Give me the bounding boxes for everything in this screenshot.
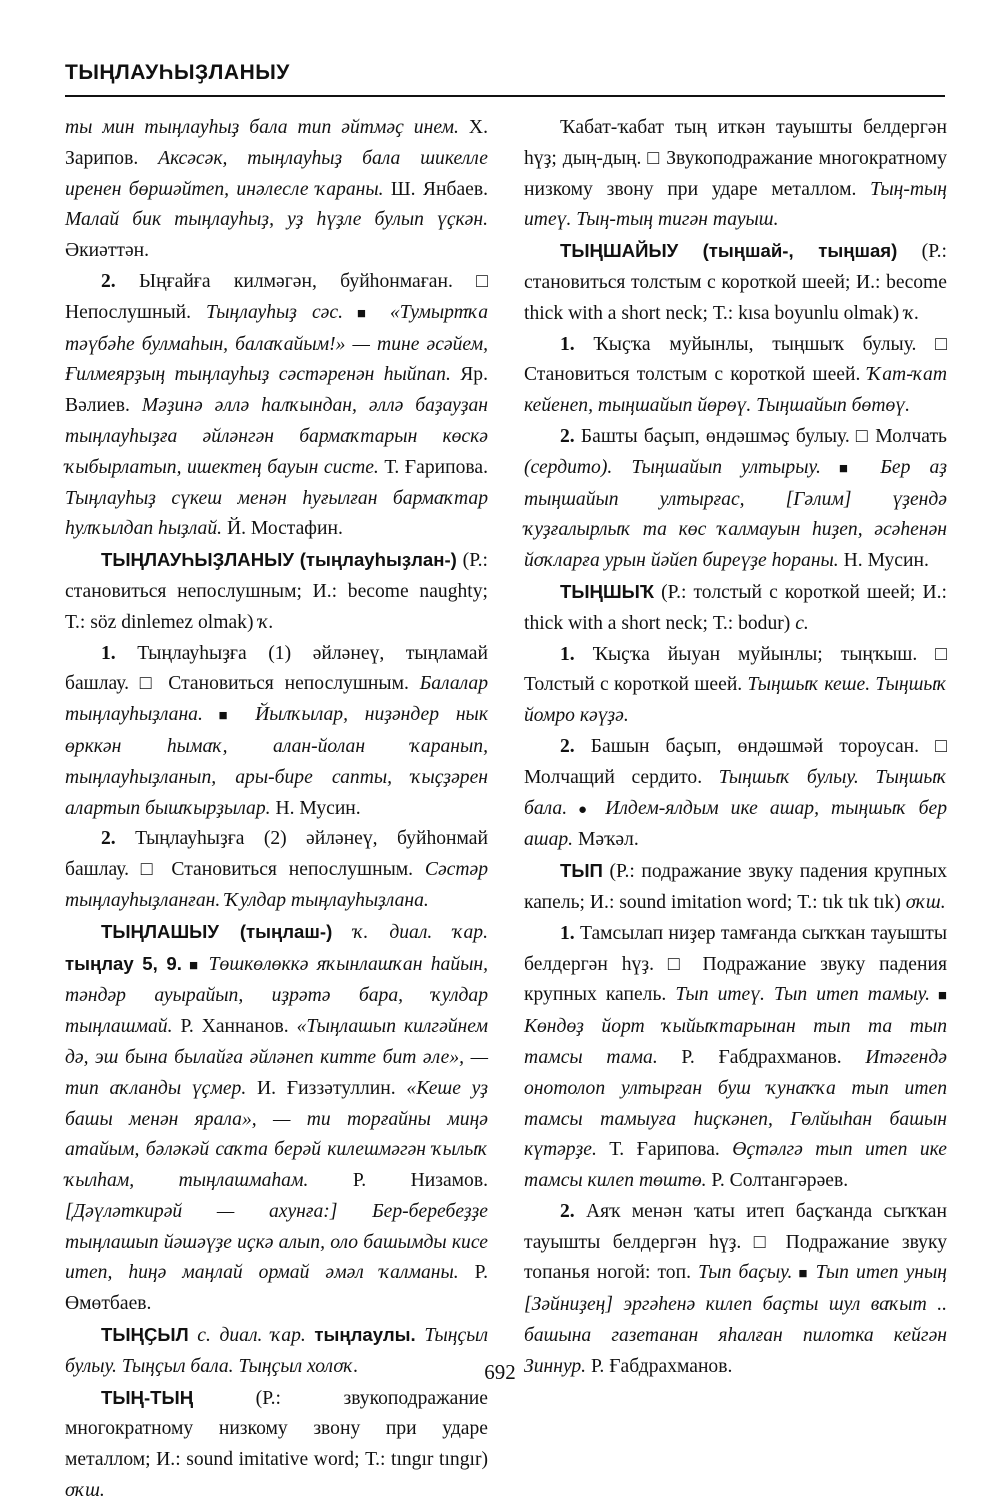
definition-text: (Р.: звукоподражание многократному низкому звону при ударе металлом; И.: sound imitative word; Т.: tıngır tıngır) — [65, 1387, 488, 1471]
definition-text: Башын баҫып, өндәшмәй тороусан. □ Молчащий сердито. — [524, 735, 947, 788]
definition-text: (Р.: подражание звуку падения крупных капель; И.: sound imitation word; Т.: tık tık tık) — [524, 861, 947, 913]
sense-number: 2. — [560, 735, 575, 757]
example-text: ҡ. — [904, 302, 920, 324]
example-text: Тып баҫыу. — [698, 1262, 793, 1284]
marker: ■ — [181, 957, 209, 974]
definition-text: Тыңлауһыҙға (2) әйләнеү, буйһонмай башлау. □ Становиться непослушным. — [65, 828, 488, 881]
example-text: Тып итеп уның [Зәйниҙең] эргәһенә килеп баҫты шул ваҡыт .. башына газетанан яһалған пилотка кейгән Зиннур. — [524, 1262, 947, 1377]
example-text: с. — [795, 612, 809, 634]
headword: ТЫҢҪЫЛ — [101, 1324, 189, 1346]
marker: ■ — [792, 1266, 816, 1283]
sense-number: 1. — [560, 922, 575, 944]
definition-text: Р. Ханнанов. — [172, 1016, 297, 1038]
definition-text: Әкиәттән. — [65, 240, 150, 262]
sense-number: 1. — [560, 643, 575, 665]
sense-number: 2. — [101, 828, 116, 850]
example-text: [Дәүләткирәй — ахунға:] Бер-беребеҙҙе тыңлашып йәшәүҙе иҫкә алып, оло башымды кисе итеп, һиңә маңлай ормай әмәл ҡалманы. — [65, 1200, 488, 1284]
entry-paragraph — [524, 422, 947, 577]
definition-text: Р. Өмөтбаев. — [65, 1262, 488, 1315]
headword: ТЫҢЛАШЫУ — [101, 920, 219, 942]
left-column — [65, 113, 488, 1507]
definition-text: Ыңғайға килмәгән, буйһонмаған. □ Непослушный. — [65, 270, 488, 323]
definition-text: Ҡабат-ҡабат тың иткән тауышты белдергән һүҙ; дың-дың. □ Звукоподражание многократному низкому звону при ударе металлом. — [524, 117, 947, 200]
entry-paragraph — [65, 1383, 488, 1507]
example-text: Тыңҫыл булыу. Тыңҫыл бала. Тыңҫыл холоҡ. — [65, 1325, 489, 1377]
entry-paragraph — [524, 330, 947, 422]
definition-text: Ҡыҫҡа муйынлы, тыңшыҡ булыу. □ Становиться толстым с короткой шеей. — [524, 333, 947, 386]
example-text: Балалар тыңлауһыҙлана. — [65, 673, 488, 726]
sense-number: 1. — [101, 642, 116, 664]
headword: тыңлаулы. — [314, 1324, 416, 1346]
definition-text: Й. Мостафин. — [222, 518, 343, 540]
entry-paragraph — [524, 856, 947, 919]
definition-text: Тамсылап ниҙер тамғанда сыҡҡан тауышты белдергән һүҙ. □ Подражание звуку падения крупных капель. — [524, 922, 947, 1006]
definition-text — [219, 922, 240, 943]
entry-paragraph — [65, 267, 488, 545]
example-text: (сердито). Тыңшайып ултырыу. — [524, 456, 821, 478]
example-text: ты мин тыңлауһыҙ бала тип әйтмәҫ инем. — [65, 117, 459, 138]
example-text: ҡ. диал. ҡар. — [353, 921, 488, 943]
example-text: «Тыңлашып килгәйнем дә, эш бына былайға әйләнеп китте бит әле», — тип аҡланды үҫмер. — [65, 1016, 488, 1099]
header-rule — [65, 95, 945, 97]
example-text: Тың-тың итеү. Тың-тың тигән тауыш. — [524, 178, 947, 231]
definition-text: Аяҡ менән ҡаты итеп баҫҡанда сыҡҡан тауышты белдергән һүҙ. □ Подражание звуку топанья ногой: топ. — [524, 1200, 947, 1284]
definition-text: (Р.: становиться толстым с короткой шеей; И.: become thick with a short neck; Т.: kısa boyunlu olmak) — [524, 241, 947, 324]
example-text: Йылҡылар, ниҙәндер нык өрккән һымаҡ, алан-йолан ҡаранып, тыңлауһыҙланып, ары-бире сапты, ҡыҫҙәрен алартып бышҡырҙылар. — [65, 704, 488, 819]
definition-text: Н. Мусин. — [270, 797, 361, 819]
definition-text: (Р.: толстый с короткой шеей; И.: thick with a short neck; Т.: bodur) — [524, 581, 947, 634]
example-text: Илдем-ялдым ике ашар, тыңшыҡ бер ашар. — [524, 797, 948, 851]
example-text: Мәҙинә әллә һалҡындан, әллә баҙауҙан тыңлауһыҙға әйләнгән бармаҡтарын көскә ҡыбырлатып, ишектең бауын систе. — [65, 395, 488, 478]
marker: ■ — [930, 988, 947, 1005]
headword: ТЫҢШЫҠ — [560, 580, 655, 602]
example-text: Өҫтәлгә тып итеп ике тамсы килеп төштө. — [524, 1139, 947, 1192]
example-text: «Кеше уҙ башы менән ярала», — ти торғайны миңә атайым, бәләкәй саҡта берәй килешмәгән ҡылыҡ ҡылһам, тыңлашмаһам. — [65, 1077, 488, 1192]
definition-text: Х. Зарипов. — [65, 117, 488, 169]
definition-text: Р. Низамов. — [308, 1170, 489, 1192]
sense-number: 2. — [101, 270, 116, 292]
entry-paragraph — [524, 1197, 947, 1383]
headword: (тыңшай-, тыңшая) — [702, 240, 898, 262]
definition-text: Р. Ғабдрахманов. — [586, 1355, 733, 1377]
definition-text: Башты баҫып, өндәшмәҫ булыу. □ Молчать — [574, 425, 947, 447]
definition-text: Н. Мусин. — [838, 550, 929, 572]
entry-paragraph — [524, 577, 947, 640]
marker: ■ — [202, 708, 256, 725]
marker: ■ — [342, 305, 390, 322]
headword: ТЫҢЛАУҺЫҘЛАНЫУ — [101, 549, 294, 571]
definition-text — [332, 922, 353, 943]
example-text: Көндөҙ йорт ҡыйыҡтарынан тып та тып тамсы тама. — [524, 1016, 947, 1068]
entry-paragraph — [524, 236, 947, 329]
headword: ТЫҢ-ТЫҢ — [101, 1386, 194, 1408]
example-text: Малай бик тыңлауһыҙ, уҙ һүҙле булып үҫкән. — [65, 209, 488, 231]
entry-paragraph — [524, 732, 947, 856]
headword: ТЫП — [560, 860, 603, 882]
entry-paragraph — [65, 917, 488, 1320]
definition-text: Ҡыҫҡа йыуан муйынлы; тыңҡыш. □ Толстый с короткой шеей. — [524, 643, 947, 696]
definition-text: Р. Солтангәрәев. — [706, 1170, 849, 1192]
example-text: Аксәсәк, тыңлауһыҙ бала шикелле иренен бөршәйтеп, инәлесле ҡараны. — [65, 147, 488, 200]
definition-text: Мәҡәл. — [573, 829, 639, 851]
headword: тыңлау 5, 9. — [65, 952, 182, 974]
sense-number: 1. — [560, 333, 575, 355]
entry-paragraph — [524, 113, 947, 236]
example-text: Сәстәр тыңлауһыҙланған. Ҡулдар тыңлауһыҙлана. — [65, 859, 488, 911]
right-column — [524, 113, 947, 1383]
definition-text: (Р.: становиться непослушным; И.: become naughty; Т.: söz dinlemez olmak) — [65, 550, 488, 633]
headword: ТЫҢШАЙЫУ — [560, 240, 679, 262]
headword: (тыңлаш-) — [239, 920, 333, 942]
entry-paragraph — [65, 824, 488, 916]
definition-text: Р. Ғабдрахманов. — [657, 1046, 866, 1068]
definition-text — [189, 1325, 198, 1346]
definition-text — [678, 241, 702, 262]
sense-number: 2. — [560, 1200, 575, 1222]
example-text: Ҡат-ҡат кейенеп, тыңшайып йөрөү. Тыңшайып бөтөү. — [524, 364, 947, 417]
headword: (тыңлауһыҙлан-) — [299, 549, 457, 571]
example-text: Тыңлауһыҙ сүкеш менән һуғылған бармаҡтар һулҡылдап һыҙлай. — [65, 487, 488, 540]
example-text: Тып итеү. Тып итеп тамыу. — [675, 984, 931, 1006]
sense-number: 2. — [560, 425, 575, 447]
example-text: Бер аҙ тыңшайып ултырғас, [Гәлим] үҙендә ҡуҙғалырлыҡ та көс ҡалмауын һиҙеп, әсәһенән йоҡларға урын йәйеп биреүҙе һораны. — [524, 456, 947, 572]
example-text: Тыңшыҡ булыу. Тыңшыҡ бала. — [524, 766, 947, 819]
entry-paragraph — [524, 640, 947, 732]
definition-text: Ш. Янбаев. — [383, 178, 488, 200]
definition-text: Т. Ғарипова. — [596, 1139, 733, 1161]
example-text: Тыңлауһыҙ сәс. — [206, 301, 343, 323]
example-text: оҡш. — [65, 1480, 105, 1502]
definition-text: Тыңлауһыҙға (1) әйләнеү, тыңламай башлау. □ Становиться непослушным. — [65, 642, 488, 695]
entry-paragraph — [524, 919, 947, 1197]
page-header-title: ТЫҢЛАУҺЫҘЛАНЫУ — [65, 61, 290, 84]
marker: ● — [567, 801, 606, 818]
example-text: «Тумыртҡа тәүбәһе булмаһын, балаҡайым!» — тине әсәйем, Ғилмеярҙың тыңлауһыҙ сәстәренән һыйпап. — [65, 301, 488, 386]
example-text: Итәгендә онотолоп ултырған буш ҡунаҡҡа тып итеп тамсы тамыуға һиҫкәнеп, Гөлйыһан башын күтәрҙе. — [524, 1046, 947, 1161]
page-number: 692 — [484, 1360, 516, 1384]
definition-text: И. Ғиззәтуллин. — [246, 1077, 407, 1099]
entry-paragraph — [65, 639, 488, 825]
example-text: ҡ. — [258, 611, 274, 633]
marker: ■ — [820, 460, 881, 477]
entry-paragraph — [65, 113, 488, 267]
example-text: оҡш. — [905, 891, 946, 913]
example-text: с. диал. ҡар. — [197, 1325, 306, 1347]
definition-text: Яр. Вәлиев. — [65, 364, 488, 417]
example-text: Төшкөлөккә яҡынлашҡан һайын, тәндәр ауырайып, иҙрәтә бара, ҡулдар тыңлашмай. — [65, 953, 489, 1038]
definition-text: Т. Ғарипова. — [378, 456, 488, 478]
entry-paragraph — [65, 545, 488, 638]
example-text: Тыңшыҡ кеше. Тыңшыҡ йомро кәүҙә. — [524, 674, 947, 727]
